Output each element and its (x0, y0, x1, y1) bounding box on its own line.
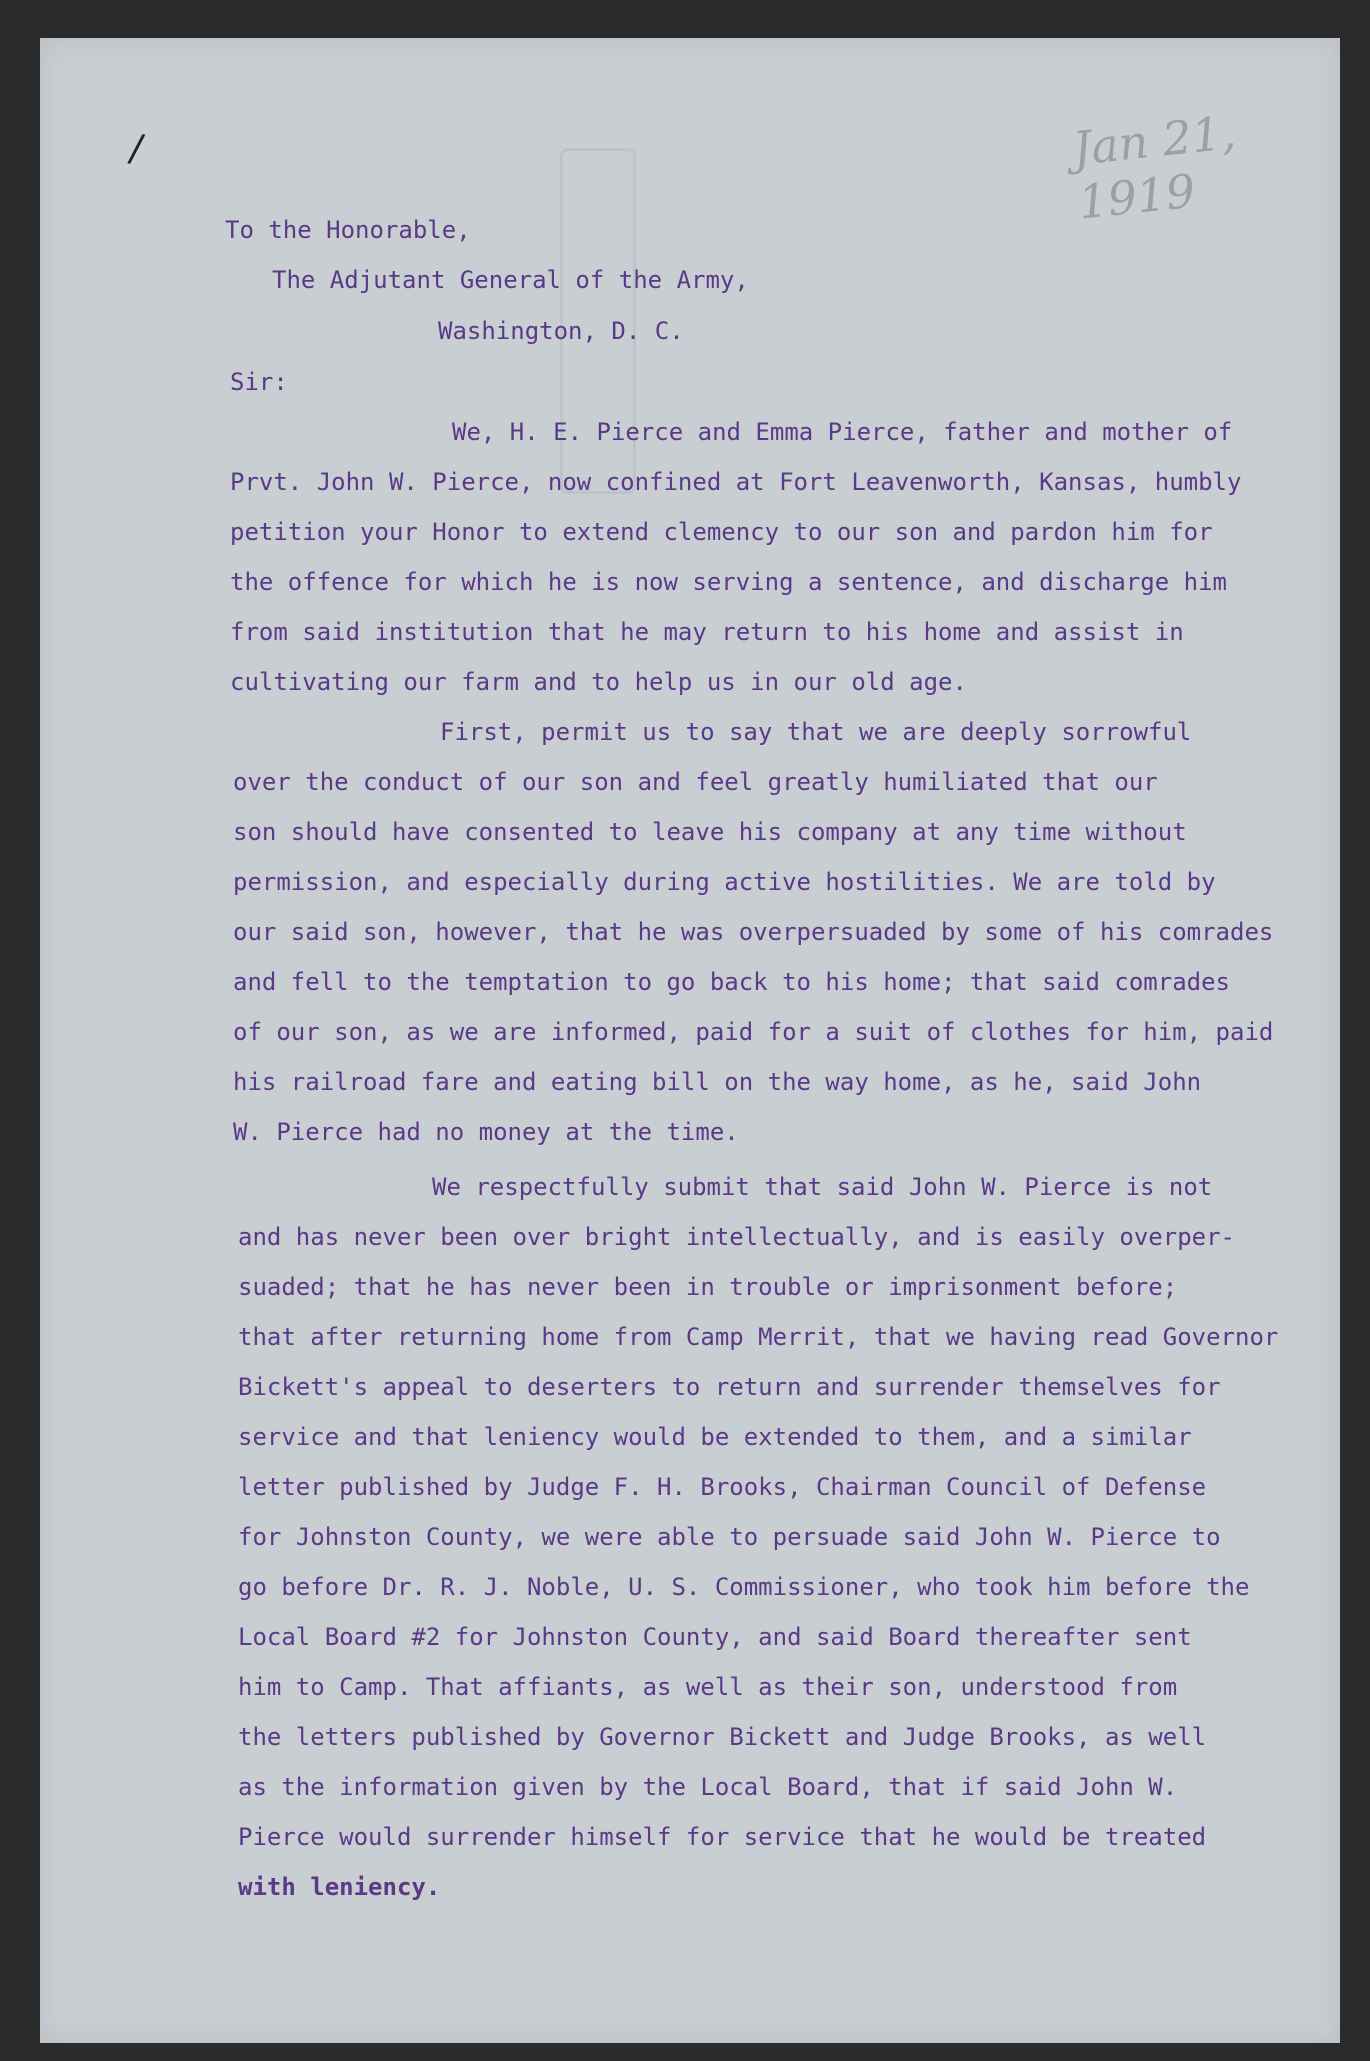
p3-line-3: suaded; that he has never been in trouble or imprisonment before; (238, 1273, 1178, 1301)
p3-line-8: for Johnston County, we were able to persuade said John W. Pierce to (238, 1523, 1221, 1551)
p3-line-12: the letters published by Governor Bickett and Judge Brooks, as well (238, 1723, 1207, 1751)
p2-line-1: First, permit us to say that we are deeply sorrowful (440, 718, 1192, 746)
p1-line-4: the offence for which he is now serving a sentence, and discharge him (230, 568, 1227, 596)
p3-line-4: that after returning home from Camp Merrit, that we having read Governor (238, 1323, 1279, 1351)
salutation-sir: Sir: (230, 368, 288, 396)
corner-mark: / (126, 125, 147, 171)
p1-line-5: from said institution that he may return to his home and assist in (230, 618, 1184, 646)
p1-line-2: Prvt. John W. Pierce, now confined at Fort Leavenworth, Kansas, humbly (230, 468, 1242, 496)
p3-line-15: with leniency. (238, 1873, 441, 1901)
p2-line-4: permission, and especially during active hostilities. We are told by (233, 868, 1216, 896)
letter-page (40, 38, 1340, 2043)
p2-line-7: of our son, as we are informed, paid for a suit of clothes for him, paid (233, 1018, 1274, 1046)
p3-line-13: as the information given by the Local Board, that if said John W. (238, 1773, 1178, 1801)
salutation-place: Washington, D. C. (438, 317, 684, 345)
p3-line-10: Local Board #2 for Johnston County, and said Board thereafter sent (238, 1623, 1192, 1651)
p2-line-2: over the conduct of our son and feel greatly humiliated that our (233, 768, 1158, 796)
handwritten-date: Jan 21, 1919 (1070, 105, 1239, 230)
p2-line-3: son should have consented to leave his company at any time without (233, 818, 1187, 846)
p3-line-1: We respectfully submit that said John W. Pierce is not (432, 1173, 1213, 1201)
salutation-title: The Adjutant General of the Army, (272, 266, 749, 294)
p1-line-6: cultivating our farm and to help us in our old age. (230, 668, 967, 696)
p3-line-5: Bickett's appeal to deserters to return and surrender themselves for (238, 1373, 1221, 1401)
p3-line-14: Pierce would surrender himself for service that he would be treated (238, 1823, 1207, 1851)
p3-line-7: letter published by Judge F. H. Brooks, Chairman Council of Defense (238, 1473, 1207, 1501)
p3-line-6: service and that leniency would be extended to them, and a similar (238, 1423, 1192, 1451)
p3-line-2: and has never been over bright intellectually, and is easily overper- (238, 1223, 1235, 1251)
p2-line-6: and fell to the temptation to go back to his home; that said comrades (233, 968, 1230, 996)
p2-line-8: his railroad fare and eating bill on the way home, as he, said John (233, 1068, 1202, 1096)
p3-line-11: him to Camp. That affiants, as well as their son, understood from (238, 1673, 1178, 1701)
p2-line-5: our said son, however, that he was overpersuaded by some of his comrades (233, 918, 1274, 946)
p2-line-9: W. Pierce had no money at the time. (233, 1118, 739, 1146)
p3-line-9: go before Dr. R. J. Noble, U. S. Commissioner, who took him before the (238, 1573, 1250, 1601)
p1-line-1: We, H. E. Pierce and Emma Pierce, father and mother of (452, 418, 1233, 446)
salutation-to: To the Honorable, (225, 216, 471, 244)
p1-line-3: petition your Honor to extend clemency to our son and pardon him for (230, 518, 1213, 546)
